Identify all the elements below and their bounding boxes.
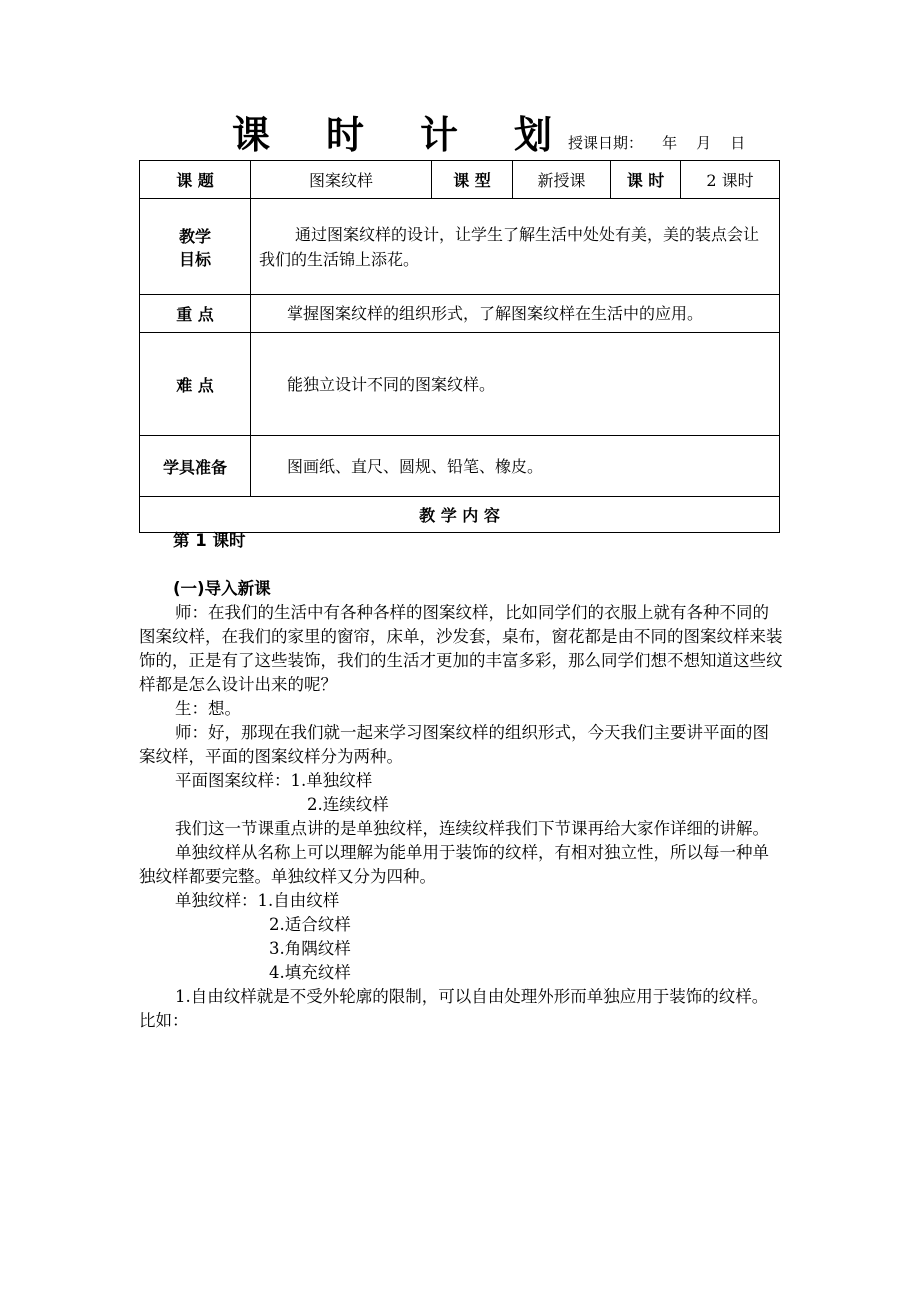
date-label: 授课日期： 年 月 日 [568, 134, 746, 152]
topic-label: 课 题 [140, 161, 251, 199]
tools-value: 图画纸、直尺、圆规、铅笔、橡皮。 [251, 436, 780, 497]
hours-label: 课 时 [611, 161, 681, 199]
lesson-heading: 第 1 课时 [173, 531, 246, 550]
objective-label [140, 199, 251, 295]
table-row [140, 161, 780, 199]
list-item: 2.适合纹样 [269, 915, 351, 934]
list-item: 平面图案纹样：1.单独纹样 [175, 771, 373, 790]
paragraph: 师：好，那现在我们就一起来学习图案纹样的组织形式，今天我们主要讲平面的图案纹样，平面的图案纹样分为两种。 [139, 723, 769, 766]
paragraph: 我们这一节课重点讲的是单独纹样，连续纹样我们下节课再给大家作详细的讲解。 [175, 819, 769, 838]
list-item: 3.角隅纹样 [269, 939, 351, 958]
difficult-value: 能独立设计不同的图案纹样。 [251, 333, 780, 436]
objective-label-line: 目标 [178, 249, 211, 269]
difficult-label: 难 点 [140, 333, 251, 436]
tools-label: 学具准备 [140, 436, 251, 497]
table-row [140, 295, 780, 333]
table-row [140, 497, 780, 533]
objective-value: 通过图案纹样的设计，让学生了解生活中处处有美，美的装点会让我们的生活锦上添花。 [251, 199, 780, 295]
table-row [140, 333, 780, 436]
list-item: 单独纹样：1.自由纹样 [175, 891, 340, 910]
table-row [140, 436, 780, 497]
objective-label-line: 教学 [178, 226, 211, 246]
table-row [140, 199, 780, 295]
content-header: 教 学 内 容 [140, 497, 780, 533]
type-value: 新授课 [513, 161, 611, 199]
page-title: 课时计划 [232, 113, 609, 157]
paragraph: 生：想。 [175, 699, 241, 718]
type-label: 课 型 [432, 161, 513, 199]
list-item: 4.填充纹样 [269, 963, 351, 982]
topic-value: 图案纹样 [251, 161, 432, 199]
hours-value: 2 课时 [681, 161, 780, 199]
paragraph: 师：在我们的生活中有各种各样的图案纹样，比如同学们的衣服上就有各种不同的图案纹样，在我们的家里的窗帘，床单，沙发套，桌布，窗花都是由不同的图案纹样来装饰的，正是有了这些装饰，我们的生活才更加的丰富多彩，那么同学们想不想知道这些纹样都是怎么设计出来的呢？ [139, 603, 783, 694]
paragraph: 1.自由纹样就是不受外轮廓的限制，可以自由处理外形而单独应用于装饰的纹样。比如： [139, 987, 769, 1030]
key-value: 掌握图案纹样的组织形式，了解图案纹样在生活中的应用。 [251, 295, 780, 333]
list-item: 2.连续纹样 [307, 795, 389, 814]
lesson-content [139, 529, 784, 1033]
key-label: 重 点 [140, 295, 251, 333]
section-heading: (一)导入新课 [173, 579, 271, 598]
paragraph: 单独纹样从名称上可以理解为能单用于装饰的纹样，有相对独立性，所以每一种单独纹样都要完整。单独纹样又分为四种。 [139, 843, 769, 886]
lesson-plan-table [139, 160, 780, 533]
